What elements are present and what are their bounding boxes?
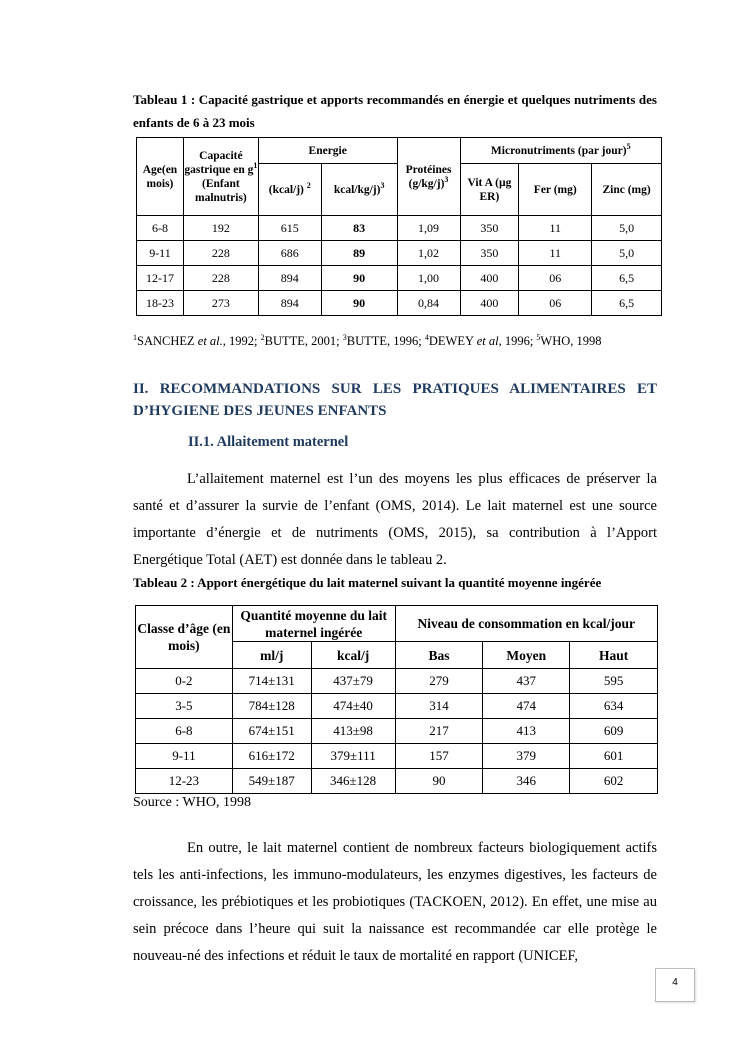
t1-header-kcal-kg-j: kcal/kg/j)$^3$ xyxy=(321,164,397,216)
t1-header-fer: Fer (mg) xyxy=(519,164,592,216)
table-row: 12-17 228 894 90 1,00 400 06 6,5 xyxy=(137,266,662,291)
t1-header-zinc: Zinc (mg) xyxy=(592,164,662,216)
paragraph-facteurs: En outre, le lait maternel contient de nombreux facteurs biologiquement actifs tels les anti-infections, les immuno-modulateurs, les enzymes digestives, les facteurs de croissance, les prébiotiques et les probiotiques (TACKOEN, 2012). En effet, une mise au sein précoce dans l’heure qui suit la naissance est recommandée car elle protège le nouveau-né des infections et réduit le taux de mortalité en rapport (UNICEF, xyxy=(133,840,657,964)
t2-header-moyen: Moyen xyxy=(483,642,570,669)
page-number: 4 xyxy=(655,968,695,1002)
t2-header-classe: Classe d’âge (en mois) xyxy=(136,606,233,669)
t1-header-capacite: Capacité gastrique en $g^1$ (Enfant malnutris) xyxy=(183,138,258,216)
table1-references: $^1$SANCHEZ et al., 1992; $^2$BUTTE, 2001; $^3$BUTTE, 1996; $^4$DEWEY et al, 1996; $^5$WHO, 1998 xyxy=(133,332,602,348)
table1 xyxy=(136,137,662,316)
t2-header-ml-j: ml/j xyxy=(232,642,311,669)
t2-header-kcal-j: kcal/j xyxy=(311,642,395,669)
t1-header-age: Age(en mois) xyxy=(137,138,184,216)
table2-source: Source : WHO, 1998 xyxy=(133,795,251,810)
t2-header-haut: Haut xyxy=(570,642,658,669)
table-row: 18-23 273 894 90 0,84 400 06 6,5 xyxy=(137,291,662,316)
table-row: 9-11 228 686 89 1,02 350 11 5,0 xyxy=(137,241,662,266)
table-row: 3-5 784±128 474±40 314 474 634 xyxy=(136,694,658,719)
section-heading: II. RECOMMANDATIONS SUR LES PRATIQUES ALIMENTAIRES ET D’HYGIENE DES JEUNES ENFANTS xyxy=(133,381,657,419)
table-row: 6-8 192 615 83 1,09 350 11 5,0 xyxy=(137,216,662,241)
t1-header-vit-a: Vit A (µg ER) xyxy=(460,164,519,216)
t1-header-proteines: Protéines $(g/kg/j)^3$ xyxy=(397,138,460,216)
t1-header-energie: Energie xyxy=(258,138,397,164)
table-row: 9-11 616±172 379±111 157 379 601 xyxy=(136,744,658,769)
t2-header-bas: Bas xyxy=(395,642,483,669)
table2 xyxy=(135,605,658,794)
table1-caption: Tableau 1 : Capacité gastrique et apports recommandés en énergie et quelques nutriments des enfants de 6 à 23 mois xyxy=(133,92,657,130)
table-row: 6-8 674±151 413±98 217 413 609 xyxy=(136,719,658,744)
table2-caption: Tableau 2 : Apport énergétique du lait maternel suivant la quantité moyenne ingérée xyxy=(133,575,602,590)
paragraph-allaitement: L’allaitement maternel est l’un des moyens les plus efficaces de préserver la santé et d’assurer la survie de l’enfant (OMS, 2014). Le lait maternel est une source importante d’énergie et de nutriments (OMS, 2015), sa contribution à l’Apport Energétique Total (AET) est donnée dans le tableau 2. xyxy=(133,471,657,568)
t1-header-micronutriments: Micronutriments (par jour)$^5$ xyxy=(460,138,662,164)
table-row: 0-2 714±131 437±79 279 437 595 xyxy=(136,669,658,694)
t2-header-quantite: Quantité moyenne du lait maternel ingérée xyxy=(232,606,395,642)
t1-header-kcal-j: (kcal/j) $^2$ xyxy=(258,164,321,216)
subsection-heading: II.1. Allaitement maternel xyxy=(188,434,349,450)
table-row: 12-23 549±187 346±128 90 346 602 xyxy=(136,769,658,794)
t2-header-niveau: Niveau de consommation en kcal/jour xyxy=(395,606,657,642)
